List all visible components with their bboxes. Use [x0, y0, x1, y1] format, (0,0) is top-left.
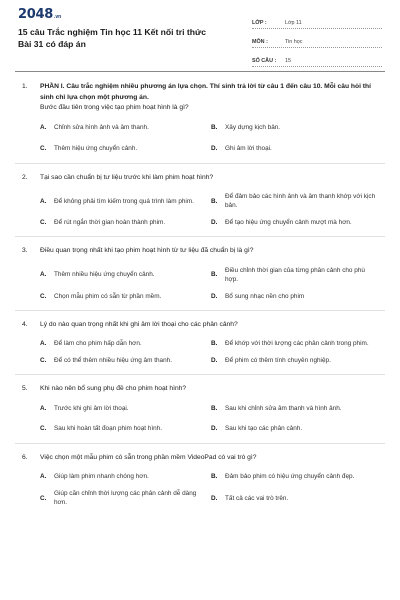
option-letter: A.: [40, 340, 47, 347]
option-letter: A.: [40, 473, 47, 480]
option-letter: D.: [211, 424, 218, 432]
option-text: Thêm hiệu ứng chuyển cảnh.: [54, 144, 138, 152]
option-d[interactable]: [211, 489, 382, 507]
option-letter: D.: [211, 219, 218, 226]
worksheet-header: [0, 0, 400, 70]
option-text: Chọn mẫu phim có sẵn từ phần mềm.: [54, 292, 162, 300]
question-3: [22, 246, 380, 301]
option-letter: B.: [211, 271, 218, 278]
option-text: Ghi âm lời thoại.: [225, 144, 272, 152]
meta-row-count: [252, 51, 382, 67]
site-logo[interactable]: [18, 8, 61, 22]
option-letter: B.: [211, 123, 218, 131]
option-text: Thêm nhiều hiệu ứng chuyển cảnh.: [54, 271, 155, 278]
option-c[interactable]: [40, 218, 211, 227]
option-text: Xây dựng kịch bản.: [225, 123, 281, 131]
option-c[interactable]: [40, 356, 211, 365]
option-letter: C.: [40, 292, 47, 300]
question-divider: [15, 374, 385, 375]
option-a[interactable]: [40, 472, 211, 481]
options: [40, 472, 380, 507]
option-c[interactable]: [40, 489, 211, 507]
option-text: Giúp làm phim nhanh chóng hơn.: [54, 473, 149, 480]
logo-text: 2048: [18, 7, 53, 22]
option-d[interactable]: [211, 356, 382, 365]
option-a[interactable]: [40, 266, 211, 284]
option-b[interactable]: [211, 472, 382, 481]
option-d[interactable]: [211, 144, 382, 153]
meta-value: Tin học: [285, 39, 303, 45]
question-number: 4.: [22, 320, 28, 328]
option-letter: C.: [40, 357, 47, 364]
meta-value: Lớp 11: [285, 20, 302, 26]
option-text: Để khớp với thời lượng các phân cảnh trong phim.: [225, 340, 369, 347]
meta-label: MÔN :: [252, 39, 268, 45]
header-divider: [15, 71, 385, 72]
question-text: Bước đầu tiên trong việc tạo phim hoạt hình là gì?: [40, 104, 189, 111]
question-divider: [15, 236, 385, 237]
option-a[interactable]: [40, 192, 211, 210]
option-d[interactable]: [211, 424, 382, 433]
option-text: Đảm bảo phim có hiệu ứng chuyển cảnh đẹp.: [225, 473, 355, 480]
option-c[interactable]: [40, 292, 211, 301]
option-letter: C.: [40, 144, 47, 152]
option-letter: B.: [211, 473, 218, 480]
options: [40, 404, 380, 433]
question-divider: [15, 310, 385, 311]
option-d[interactable]: [211, 218, 382, 227]
question-stem: [22, 246, 380, 257]
question-stem: [22, 453, 380, 464]
logo-domain: .vn: [53, 14, 62, 20]
options: [40, 123, 380, 153]
question-text: Điều quan trọng nhất khi tạo phim hoạt hình từ tư liệu đã chuẩn bị là gì?: [40, 247, 254, 254]
meta-label: SỐ CÂU :: [252, 58, 277, 64]
option-letter: A.: [40, 197, 47, 205]
question-text: Khi nào nên bổ sung phụ đề cho phim hoạt hình?: [40, 385, 187, 392]
section-instruction: PHẦN I. Câu trắc nghiệm nhiều phương án lựa chọn. Thí sinh trả lời từ câu 1 đến câu 10. Mỗi câu hỏi thí sinh chỉ lựa chọn một phương án.: [40, 83, 371, 101]
option-c[interactable]: [40, 424, 211, 433]
question-number: 3.: [22, 247, 28, 254]
option-text: Để đảm bảo các hình ảnh và âm thanh khớp với kịch bản.: [225, 193, 376, 209]
question-stem: [22, 384, 380, 395]
question-text: Lý do nào quan trọng nhất khi ghi âm lời thoại cho các phân cảnh?: [40, 320, 238, 328]
option-b[interactable]: [211, 123, 382, 132]
option-a[interactable]: [40, 404, 211, 413]
meta-value: 15: [285, 58, 291, 64]
option-text: Để làm cho phim hấp dẫn hơn.: [54, 340, 142, 347]
question-stem: [22, 320, 380, 331]
option-letter: D.: [211, 494, 218, 502]
option-letter: C.: [40, 494, 47, 502]
option-letter: D.: [211, 292, 218, 300]
question-4: [22, 320, 380, 366]
option-text: Sau khi chỉnh sửa âm thanh và hình ảnh.: [225, 404, 342, 412]
option-b[interactable]: [211, 192, 382, 210]
option-letter: A.: [40, 123, 47, 131]
option-b[interactable]: [211, 404, 382, 413]
question-5: [22, 384, 380, 433]
question-divider: [15, 163, 385, 164]
meta-label: LỚP :: [252, 20, 267, 26]
option-letter: C.: [40, 219, 47, 226]
option-letter: A.: [40, 404, 47, 412]
option-text: Điều chỉnh thời gian của từng phân cảnh cho phù hợp.: [225, 266, 365, 283]
question-list: [0, 77, 400, 507]
option-c[interactable]: [40, 144, 211, 153]
option-text: Bổ sung nhạc nền cho phim: [225, 292, 305, 300]
question-number: 6.: [22, 453, 28, 461]
option-letter: A.: [40, 271, 47, 278]
option-text: Sau khi hoàn tất đoạn phim hoạt hình.: [54, 424, 163, 432]
option-text: Để không phải tìm kiếm trong quá trình làm phim.: [54, 197, 194, 205]
option-text: Sau khi tạo các phân cảnh.: [225, 424, 303, 432]
question-1: [22, 82, 380, 153]
option-d[interactable]: [211, 292, 382, 301]
option-text: Tất cả các vai trò trên.: [225, 494, 289, 502]
question-number: 1.: [22, 83, 28, 90]
meta-row-subject: [252, 32, 382, 48]
document-title: 15 câu Trắc nghiệm Tin học 11 Kết nối tri thức Bài 31 có đáp án: [18, 27, 207, 49]
question-text: Việc chọn một mẫu phim có sẵn trong phần mềm VideoPad có vai trò gì?: [40, 453, 257, 461]
option-b[interactable]: [211, 266, 382, 284]
question-number: 5.: [22, 385, 28, 392]
option-letter: B.: [211, 404, 218, 412]
meta-info: [252, 13, 382, 70]
question-text: Tại sao cần chuẩn bị tư liệu trước khi làm phim hoạt hình?: [40, 173, 214, 181]
option-text: Chỉnh sửa hình ảnh và âm thanh.: [54, 123, 149, 131]
option-letter: C.: [40, 424, 47, 432]
option-letter: D.: [211, 357, 218, 364]
option-text: Để phim có thêm tính chuyên nghiệp.: [225, 357, 331, 364]
option-letter: B.: [211, 197, 218, 205]
options: [40, 339, 380, 365]
option-a[interactable]: [40, 123, 211, 132]
options: [40, 266, 380, 301]
option-text: Để có thể thêm nhiều hiệu ứng âm thanh.: [54, 357, 172, 364]
question-stem: [22, 173, 380, 184]
question-number: 2.: [22, 173, 28, 181]
options: [40, 192, 380, 227]
option-b[interactable]: [211, 339, 382, 348]
option-text: Trước khi ghi âm lời thoại.: [54, 404, 129, 412]
question-6: [22, 453, 380, 508]
option-letter: D.: [211, 144, 218, 152]
question-divider: [15, 443, 385, 444]
option-text: Để rút ngắn thời gian hoàn thành phim.: [54, 219, 166, 226]
option-letter: B.: [211, 340, 218, 347]
option-a[interactable]: [40, 339, 211, 348]
option-text: Giúp căn chỉnh thời lượng các phân cảnh dễ dàng hơn.: [54, 490, 197, 506]
option-text: Để tạo hiệu ứng chuyển cảnh mượt mà hơn.: [225, 219, 352, 226]
question-2: [22, 173, 380, 228]
question-stem: [22, 82, 380, 114]
meta-row-class: [252, 13, 382, 29]
